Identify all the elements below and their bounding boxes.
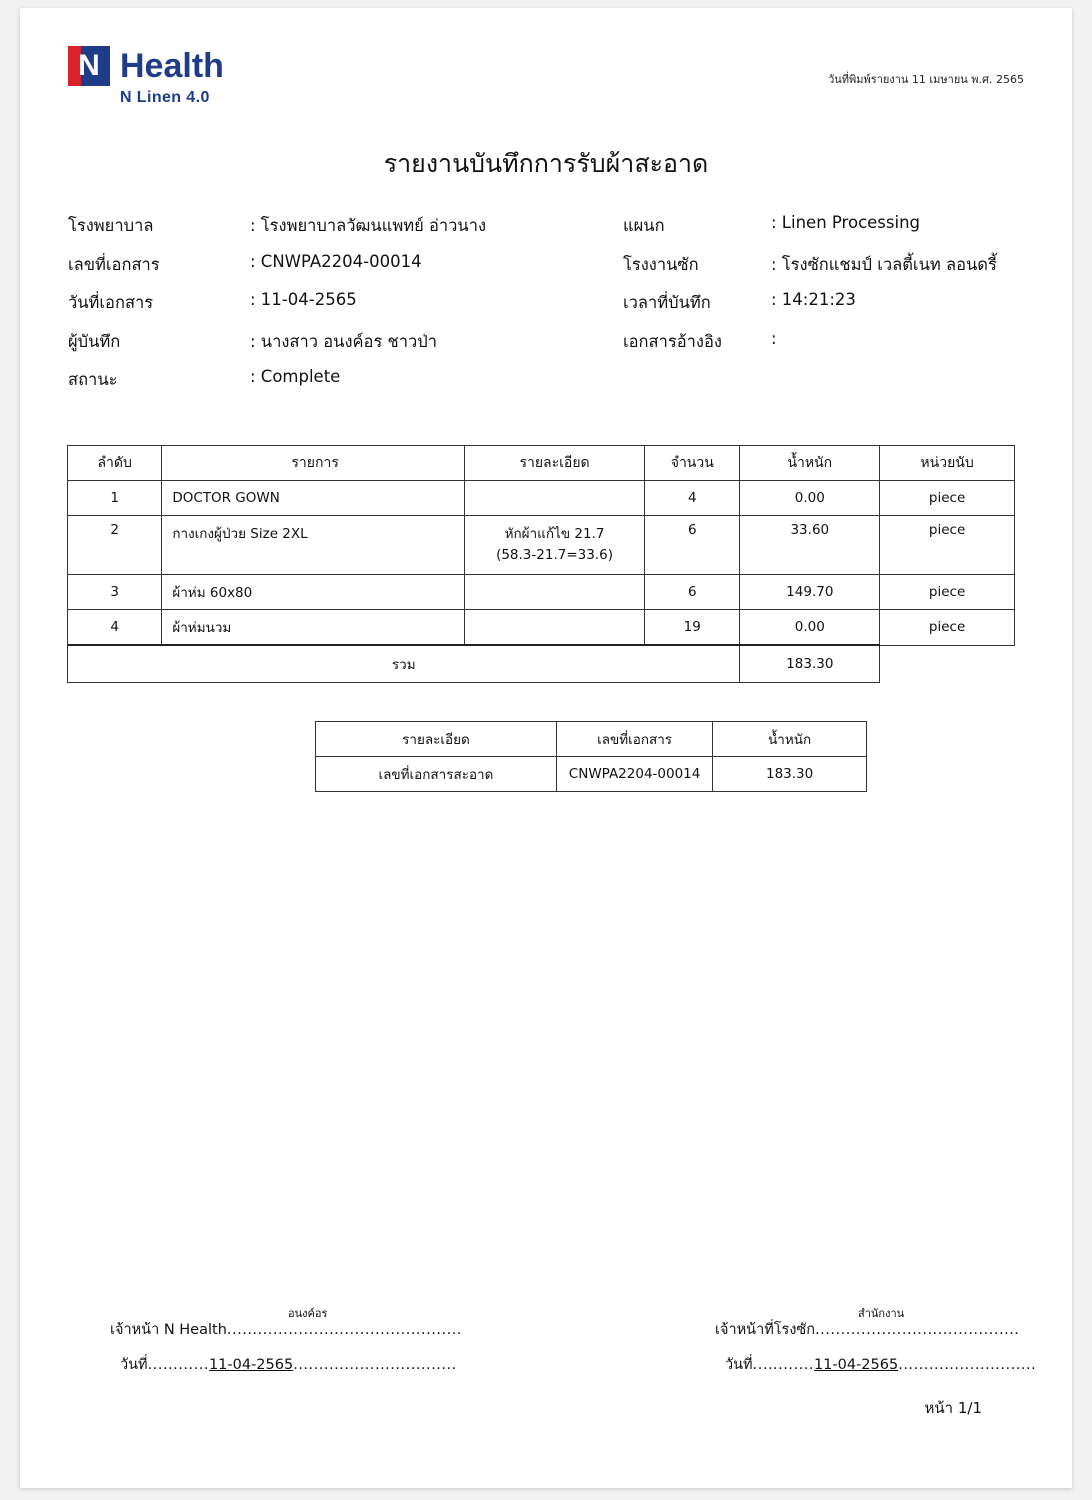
summary-header-detail: รายละเอียด	[316, 722, 557, 757]
info-cell-rectime	[623, 290, 1028, 316]
docno-value: : CNWPA2204-00014	[250, 251, 422, 271]
cell-detail	[464, 516, 644, 575]
cell-unit: piece	[880, 610, 1015, 646]
summary-cell-docno: CNWPA2204-00014	[556, 757, 712, 792]
info-cell-department	[623, 213, 1028, 239]
page-title: รายงานบันทึกการรับผ้าสะอาด	[383, 149, 709, 178]
cell-qty: 6	[645, 575, 740, 610]
table-row	[68, 481, 1015, 516]
summary-table-head	[316, 722, 867, 757]
date-right-value: 11-04-2565	[813, 1357, 899, 1373]
info-cell-docdate	[68, 290, 623, 316]
factory-label: โรงงานซัก	[623, 254, 699, 274]
signature-left	[110, 1318, 462, 1341]
cell-detail-line2: (58.3-21.7=33.6)	[496, 547, 613, 563]
info-cell-recorder	[68, 329, 623, 355]
info-cell-hospital	[68, 213, 623, 239]
cell-qty: 4	[645, 481, 740, 516]
logo-letter: N	[78, 49, 100, 82]
docdate-label: วันที่เอกสาร	[68, 293, 154, 312]
refdoc-label: เอกสารอ้างอิง	[623, 331, 722, 351]
total-weight: 183.30	[740, 645, 880, 683]
info-cell-empty	[623, 367, 1028, 393]
department-value: : Linen Processing	[771, 213, 920, 232]
table-header-row	[316, 722, 867, 757]
n-health-logo-icon	[68, 46, 110, 86]
signature-left-label: เจ้าหน้า N Health	[110, 1322, 227, 1338]
date-left-value: 11-04-2565	[208, 1357, 294, 1373]
cell-item: ผ้าห่มนวม	[162, 610, 465, 646]
signature-handwriting-right: สำนักงาน	[858, 1307, 905, 1320]
cell-weight: 0.00	[740, 610, 880, 646]
document-body	[20, 8, 1072, 1488]
cell-detail	[464, 575, 644, 610]
cell-item: DOCTOR GOWN	[162, 481, 465, 516]
signature-handwriting-left: อนงค์อร	[288, 1307, 328, 1320]
info-row	[68, 213, 1028, 239]
date-left-dots-post: ................................	[293, 1357, 457, 1373]
date-left-dots-pre: ............	[147, 1357, 209, 1373]
brand-logo	[68, 46, 224, 107]
header-qty: จำนวน	[645, 446, 740, 481]
header-detail: รายละเอียด	[464, 446, 644, 481]
department-label: แผนก	[623, 216, 665, 235]
brand-name: Health	[120, 46, 224, 85]
signature-right-dots: ........................................	[815, 1322, 1020, 1338]
cell-unit: piece	[880, 516, 1015, 575]
table-row	[316, 757, 867, 792]
cell-weight: 0.00	[740, 481, 880, 516]
table-row	[68, 610, 1015, 646]
status-value: : Complete	[250, 367, 341, 386]
signature-right	[715, 1318, 1019, 1341]
recorder-label: ผู้บันทึก	[68, 331, 121, 351]
info-cell-refdoc	[623, 329, 1028, 355]
cell-weight: 149.70	[740, 575, 880, 610]
document-page	[20, 8, 1072, 1488]
header-item: รายการ	[162, 446, 465, 481]
date-left-label: วันที่	[120, 1357, 148, 1373]
info-cell-docno	[68, 252, 623, 278]
cell-no: 1	[68, 481, 162, 516]
table-row	[68, 516, 1015, 575]
signature-date-left	[120, 1353, 457, 1376]
date-right-dots-post: ...........................	[898, 1357, 1037, 1373]
info-row	[68, 290, 1028, 316]
signature-date-right	[725, 1353, 1036, 1376]
summary-header-docno: เลขที่เอกสาร	[556, 722, 712, 757]
signature-right-label: เจ้าหน้าที่โรงซัก	[715, 1322, 816, 1338]
cell-item: กางเกงผู้ป่วย Size 2XL	[162, 516, 465, 575]
logo-top-row	[68, 46, 224, 86]
cell-weight: 33.60	[740, 516, 880, 575]
header-weight: น้ำหนัก	[740, 446, 880, 481]
summary-header-weight: น้ำหนัก	[713, 722, 867, 757]
cell-no: 3	[68, 575, 162, 610]
info-cell-factory	[623, 252, 1028, 278]
cell-detail-line1: หักผ้าแก้ไข 21.7	[504, 526, 605, 542]
total-label: รวม	[68, 645, 740, 683]
cell-qty: 19	[645, 610, 740, 646]
summary-cell-weight: 183.30	[713, 757, 867, 792]
refdoc-value: :	[771, 328, 777, 348]
table-header-row	[68, 446, 1015, 481]
items-table-head	[68, 446, 1015, 481]
hospital-label: โรงพยาบาล	[68, 216, 154, 235]
cell-unit: piece	[880, 575, 1015, 610]
summary-table	[315, 721, 867, 792]
hospital-value: : โรงพยาบาลวัฒนแพทย์ อ่าวนาง	[250, 216, 487, 235]
info-row	[68, 329, 1028, 355]
info-cell-status	[68, 367, 623, 393]
info-row	[68, 367, 1028, 393]
print-date: วันที่พิมพ์รายงาน 11 เมษายน พ.ศ. 2565	[828, 73, 1024, 86]
cell-no: 4	[68, 610, 162, 646]
cell-detail	[464, 481, 644, 516]
recorder-value: : นางสาว อนงค์อร ชาวป่า	[250, 331, 438, 351]
summary-table-body	[316, 757, 867, 792]
docdate-value: : 11-04-2565	[250, 290, 357, 309]
factory-value: : โรงซักแชมป์ เวลตี้เนท ลอนดรี้	[771, 254, 997, 274]
signature-left-dots: ..............................................	[226, 1322, 462, 1338]
table-total-row	[68, 645, 1015, 683]
page-number: หน้า 1/1	[924, 1399, 982, 1417]
date-right-dots-pre: ............	[752, 1357, 814, 1373]
cell-qty: 6	[645, 516, 740, 575]
status-label: สถานะ	[68, 370, 118, 389]
header-no: ลำดับ	[68, 446, 162, 481]
brand-subtitle: N Linen 4.0	[120, 89, 210, 106]
cell-item: ผ้าห่ม 60x80	[162, 575, 465, 610]
table-row	[68, 575, 1015, 610]
info-row	[68, 252, 1028, 278]
cell-no: 2	[68, 516, 162, 575]
document-info	[68, 213, 1028, 406]
items-table	[67, 445, 1015, 683]
rectime-value: : 14:21:23	[771, 290, 856, 309]
items-table-body	[68, 481, 1015, 683]
date-right-label: วันที่	[725, 1357, 753, 1373]
cell-detail	[464, 610, 644, 646]
docno-label: เลขที่เอกสาร	[68, 254, 160, 274]
summary-cell-detail: เลขที่เอกสารสะอาด	[316, 757, 557, 792]
cell-unit: piece	[880, 481, 1015, 516]
header-unit: หน่วยนับ	[880, 446, 1015, 481]
rectime-label: เวลาที่บันทึก	[623, 293, 711, 312]
